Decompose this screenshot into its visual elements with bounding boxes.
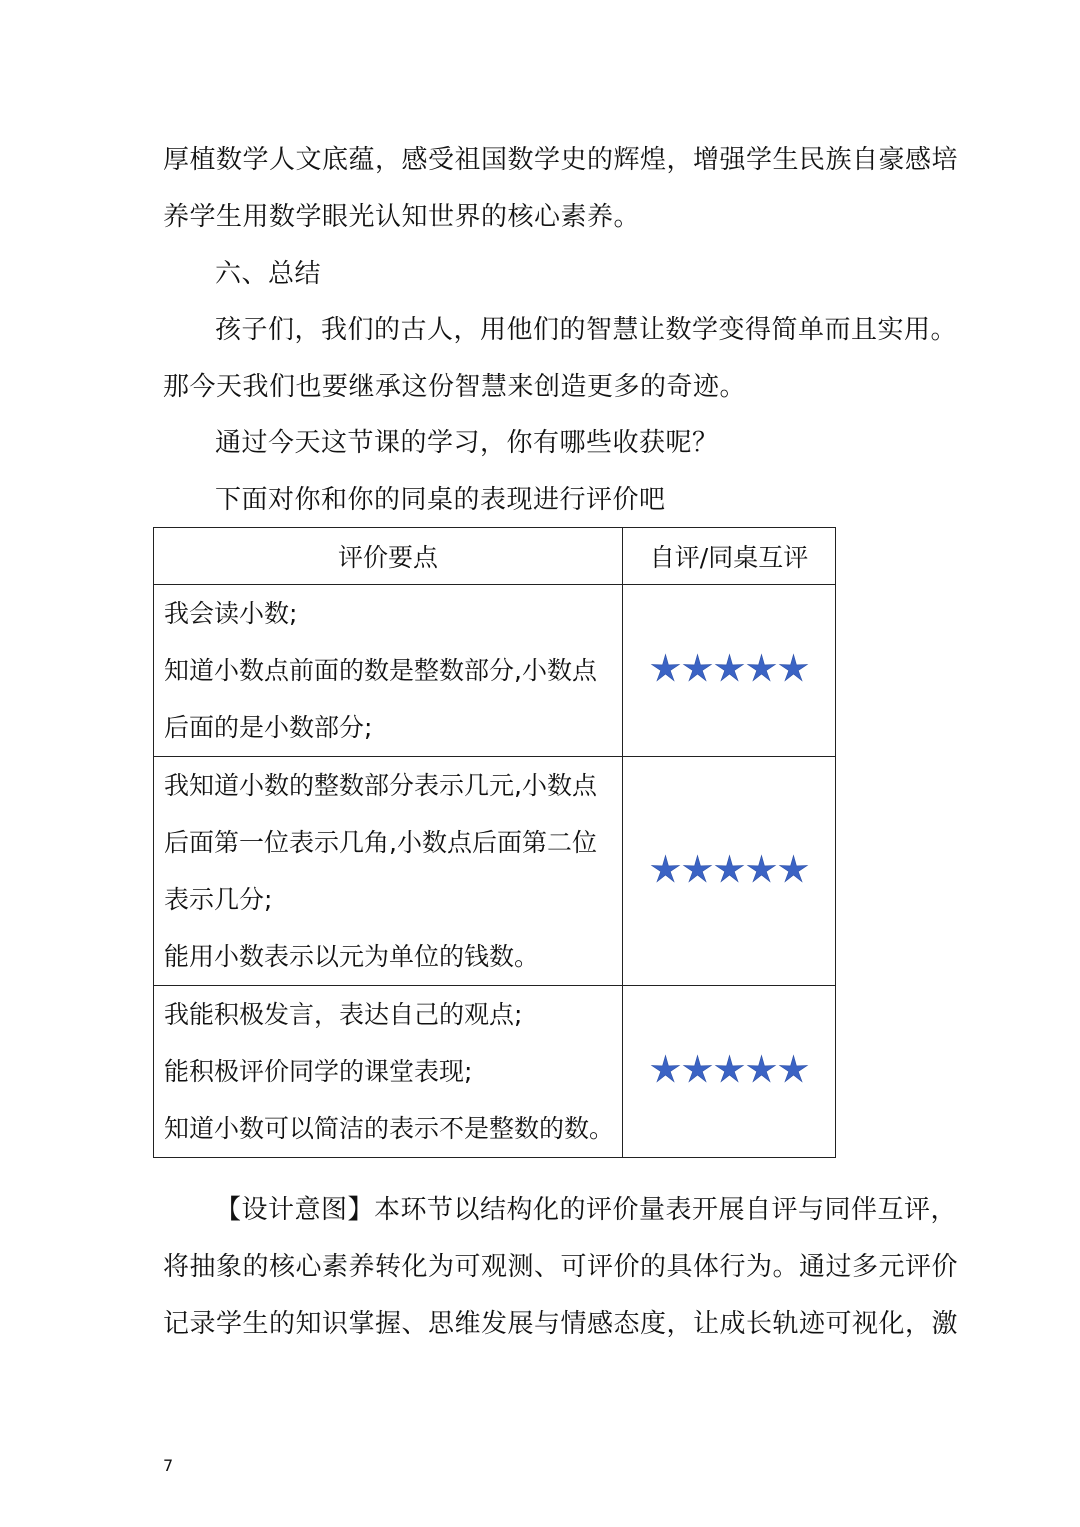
- table-header-row: [154, 528, 836, 585]
- star-icon: [714, 1054, 745, 1085]
- star-icon: [682, 1054, 713, 1085]
- table-header-points: 评价要点: [154, 528, 623, 585]
- evaluation-point: 表示几分;: [164, 885, 273, 914]
- star-icon: [682, 854, 713, 885]
- paragraph-line: 养学生用数学眼光认知世界的核心素养。: [163, 202, 641, 232]
- section-heading: 六、总结: [215, 259, 322, 289]
- table-row: [154, 986, 836, 1158]
- evaluation-point: 我会读小数;: [164, 599, 298, 628]
- evaluation-points-cell: [154, 757, 623, 986]
- star-icon: [682, 653, 713, 684]
- paragraph-line: 通过今天这节课的学习，你有哪些收获呢？: [215, 428, 719, 458]
- star-icon: [746, 653, 777, 684]
- page-number: 7: [163, 1456, 174, 1475]
- star-icon: [778, 653, 809, 684]
- star-icon: [650, 854, 681, 885]
- star-icon: [778, 1054, 809, 1085]
- evaluation-points-cell: [154, 585, 623, 757]
- star-icon: [746, 1054, 777, 1085]
- star-icon: [650, 1054, 681, 1085]
- star-rating: [623, 585, 836, 757]
- table-row: [154, 585, 836, 757]
- evaluation-point: 我能积极发言，表达自己的观点;: [164, 1000, 523, 1029]
- star-icon: [746, 854, 777, 885]
- paragraph-line: 那今天我们也要继承这份智慧来创造更多的奇迹。: [163, 372, 747, 402]
- evaluation-points-cell: [154, 986, 623, 1158]
- paragraph-line: 下面对你和你的同桌的表现进行评价吧: [215, 485, 666, 515]
- paragraph-line: 厚植数学人文底蕴，感受祖国数学史的辉煌，增强学生民族自豪感培: [163, 145, 959, 175]
- evaluation-point: 能积极评价同学的课堂表现;: [164, 1057, 473, 1086]
- star-icon: [778, 854, 809, 885]
- star-icon: [714, 653, 745, 684]
- table-header-rating: 自评/同桌互评: [623, 528, 836, 585]
- design-intent-line: 记录学生的知识掌握、思维发展与情感态度，让成长轨迹可视化，激: [163, 1309, 959, 1339]
- table-row: [154, 757, 836, 986]
- evaluation-point: 后面的是小数部分;: [164, 713, 373, 742]
- paragraph-line: 孩子们，我们的古人，用他们的智慧让数学变得简单而且实用。: [215, 315, 958, 345]
- evaluation-point: 知道小数点前面的数是整数部分,小数点: [164, 656, 597, 685]
- star-icon: [650, 653, 681, 684]
- star-rating: [623, 757, 836, 986]
- evaluation-table: [153, 527, 836, 1158]
- star-rating: [623, 986, 836, 1158]
- star-icon: [714, 854, 745, 885]
- evaluation-point: 能用小数表示以元为单位的钱数。: [164, 942, 540, 971]
- evaluation-point: 我知道小数的整数部分表示几元,小数点: [164, 771, 597, 800]
- evaluation-point: 后面第一位表示几角,小数点后面第二位: [164, 828, 597, 857]
- design-intent-line: 将抽象的核心素养转化为可观测、可评价的具体行为。通过多元评价: [163, 1252, 959, 1282]
- design-intent-line: 【设计意图】本环节以结构化的评价量表开展自评与同伴互评，: [215, 1195, 958, 1225]
- evaluation-point: 知道小数可以简洁的表示不是整数的数。: [164, 1114, 615, 1143]
